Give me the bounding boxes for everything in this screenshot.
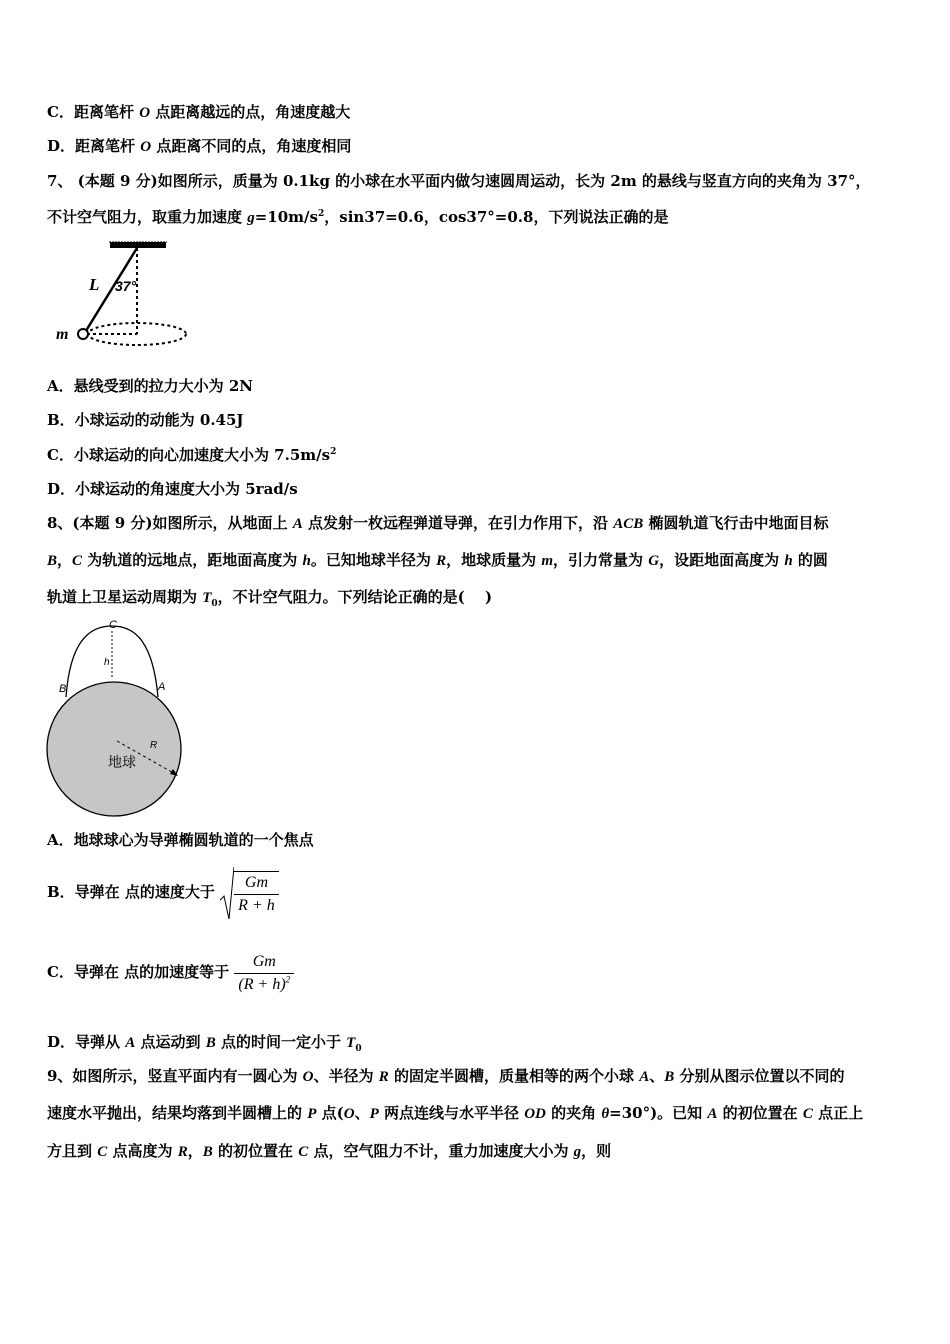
stem-text: 点，空气阻力不计，重力加速度大小为 (308, 1142, 574, 1160)
option-text: 点的时间一定小于 (215, 1033, 347, 1051)
var-g: G (648, 553, 660, 569)
stem-text: 速度水平抛出，结果均落到半圆槽上的 (47, 1104, 308, 1122)
var-c: C (802, 1106, 813, 1122)
q8-stem-line1 (47, 513, 828, 534)
superscript: 2 (285, 974, 291, 985)
stem-text: 点发射一枚远程弹道导弹，在引力作用下，沿 (302, 514, 614, 532)
option-text: 距离笔杆 (75, 137, 136, 155)
stem-text: ， (57, 551, 73, 569)
stem-text: =30°)。已知 (609, 1104, 708, 1122)
stem-text: 的固定半圆槽，质量相等的两个小球 (388, 1067, 640, 1085)
var-a: A (292, 516, 303, 532)
stem-text: 、 (649, 1067, 665, 1085)
var-o: O (302, 1069, 314, 1085)
option-label: D． (47, 137, 76, 155)
stem-text: 两点连线与水平半径 (378, 1104, 525, 1122)
var-g: g (247, 210, 255, 226)
var-theta: θ (601, 1106, 610, 1122)
stem-text: 轨道上卫星运动周期为 (47, 588, 203, 606)
q9-stem-line2 (47, 1103, 863, 1124)
stem-text: 为轨道的远地点，距地面高度为 (82, 551, 303, 569)
var-t: T (346, 1035, 356, 1051)
label-c: C (109, 619, 117, 631)
option-text: 点的速度大于 (124, 883, 215, 901)
q8-option-b (47, 866, 279, 918)
pendulum-figure (47, 238, 197, 350)
var-b: B (47, 553, 58, 569)
subscript: 0 (211, 599, 218, 609)
var-h: h (302, 553, 311, 569)
stem-text: 的夹角 (545, 1104, 602, 1122)
stem-text: 不计空气阻力，取重力加速度 (47, 208, 248, 226)
label-r: R (150, 740, 158, 751)
stem-text: ，sin37=0.6，cos37°=0.8，下列说法正确的是 (324, 208, 669, 226)
stem-text: 9、如图所示，竖直平面内有一圆心为 (47, 1067, 303, 1085)
q7-option-c (47, 445, 336, 465)
q7-option-d: D．小球运动的角速度大小为 5rad/s (47, 480, 298, 498)
stem-text: ，地球质量为 (446, 551, 542, 569)
q9-stem-line1 (47, 1066, 845, 1087)
var-a: A (125, 1035, 136, 1051)
subscript: 0 (355, 1044, 362, 1054)
option-text: 点距离越远的点，角速度越大 (155, 103, 351, 121)
stem-text: ，不计空气阻力。下列结论正确的是( ) (217, 588, 493, 606)
q6-option-c (47, 102, 350, 123)
fraction (234, 951, 294, 996)
superscript: 2 (330, 447, 337, 457)
q8-option-d (47, 1032, 362, 1053)
q7-stem-line1: 7、 (本题 9 分)如图所示，质量为 0.1kg 的小球在水平面内做匀速圆周运动，长为 2m 的悬线与竖直方向的夹角为 37°， (47, 172, 871, 190)
var-c: C (298, 1144, 309, 1160)
option-label: C． (47, 103, 74, 121)
var-r: R (177, 1144, 188, 1160)
var-a: A (639, 1069, 650, 1085)
superscript: 2 (317, 209, 325, 219)
stem-text: ， (187, 1142, 203, 1160)
stem-text: 点高度为 (107, 1142, 178, 1160)
earth-circle (47, 682, 181, 816)
stem-text: =10m/s (254, 208, 318, 226)
fraction-numerator: Gm (244, 874, 268, 891)
label-h: h (104, 657, 110, 668)
q8-stem-line2 (47, 550, 828, 571)
stem-text: 的初位置在 (212, 1142, 299, 1160)
var-o: O (140, 139, 152, 155)
var-c: C (72, 553, 83, 569)
label-angle: 37° (115, 278, 137, 294)
var-od: OD (524, 1106, 546, 1122)
stem-text: 分别从图示位置以不同的 (674, 1067, 845, 1085)
q7-option-a: A．悬线受到的拉力大小为 2N (47, 377, 254, 395)
stem-text: 点正上 (812, 1104, 864, 1122)
var-b: B (664, 1069, 675, 1085)
stem-text: 点( (316, 1104, 344, 1122)
var-m: m (541, 553, 553, 569)
var-acb: ACB (613, 516, 644, 532)
fraction-denominator (234, 973, 294, 996)
q7-option-b: B．小球运动的动能为 0.45J (47, 411, 244, 429)
option-text: C．小球运动的向心加速度大小为 7.5m/s (47, 446, 331, 464)
q9-stem-line3 (47, 1141, 611, 1162)
ceiling (110, 242, 166, 248)
stem-text: 的初位置在 (717, 1104, 803, 1122)
stem-text: ，引力常量为 (553, 551, 649, 569)
option-text: D．导弹从 (47, 1033, 126, 1051)
q7-stem-line2 (47, 207, 668, 228)
var-p: P (307, 1106, 317, 1122)
var-o: O (139, 105, 151, 121)
var-t: T (202, 590, 212, 606)
q8-stem-line3 (47, 587, 492, 608)
var-g: g (573, 1144, 582, 1160)
missile-orbit-figure (44, 615, 189, 820)
q8-option-c (47, 946, 294, 1002)
sqrt-sign (220, 867, 234, 919)
label-m: m (56, 326, 69, 343)
var-b: B (202, 1144, 213, 1160)
stem-text: ，设距地面高度为 (659, 551, 785, 569)
stem-text: ，则 (581, 1142, 612, 1160)
stem-text: 椭圆轨道飞行击中地面目标 (643, 514, 829, 532)
option-text: 点运动到 (135, 1033, 206, 1051)
q8-option-a: A．地球球心为导弹椭圆轨道的一个焦点 (47, 831, 314, 849)
option-text: 点的加速度等于 (124, 963, 230, 981)
var-a: A (707, 1106, 718, 1122)
var-b: B (205, 1035, 216, 1051)
stem-text: 、 (354, 1104, 370, 1122)
stem-text: 的圆 (792, 551, 828, 569)
option-text: 距离笔杆 (73, 103, 134, 121)
var-p: P (369, 1106, 379, 1122)
var-c: C (97, 1144, 108, 1160)
ball (78, 329, 88, 339)
denominator-text: (R + h) (238, 975, 286, 993)
label-earth: 地球 (108, 755, 136, 771)
var-h: h (784, 553, 793, 569)
label-a: A (158, 681, 166, 693)
stem-text: 方且到 (47, 1142, 98, 1160)
option-text: 点距离不同的点，角速度相同 (156, 137, 352, 155)
fraction-denominator: R + h (234, 894, 279, 917)
option-text: B．导弹在 (47, 883, 125, 901)
label-b: B (59, 683, 67, 695)
fraction (234, 871, 279, 917)
label-l: L (89, 275, 100, 294)
var-r: R (378, 1069, 389, 1085)
option-text: C．导弹在 (47, 963, 125, 981)
fraction-numerator: Gm (252, 952, 276, 970)
stem-text: 、半径为 (313, 1067, 379, 1085)
stem-text: 。已知地球半径为 (310, 551, 437, 569)
var-o: O (343, 1106, 355, 1122)
stem-text: 8、(本题 9 分)如图所示，从地面上 (47, 514, 293, 532)
var-r: R (436, 553, 447, 569)
sqrt-expression (220, 867, 279, 919)
q6-option-d (47, 136, 351, 157)
